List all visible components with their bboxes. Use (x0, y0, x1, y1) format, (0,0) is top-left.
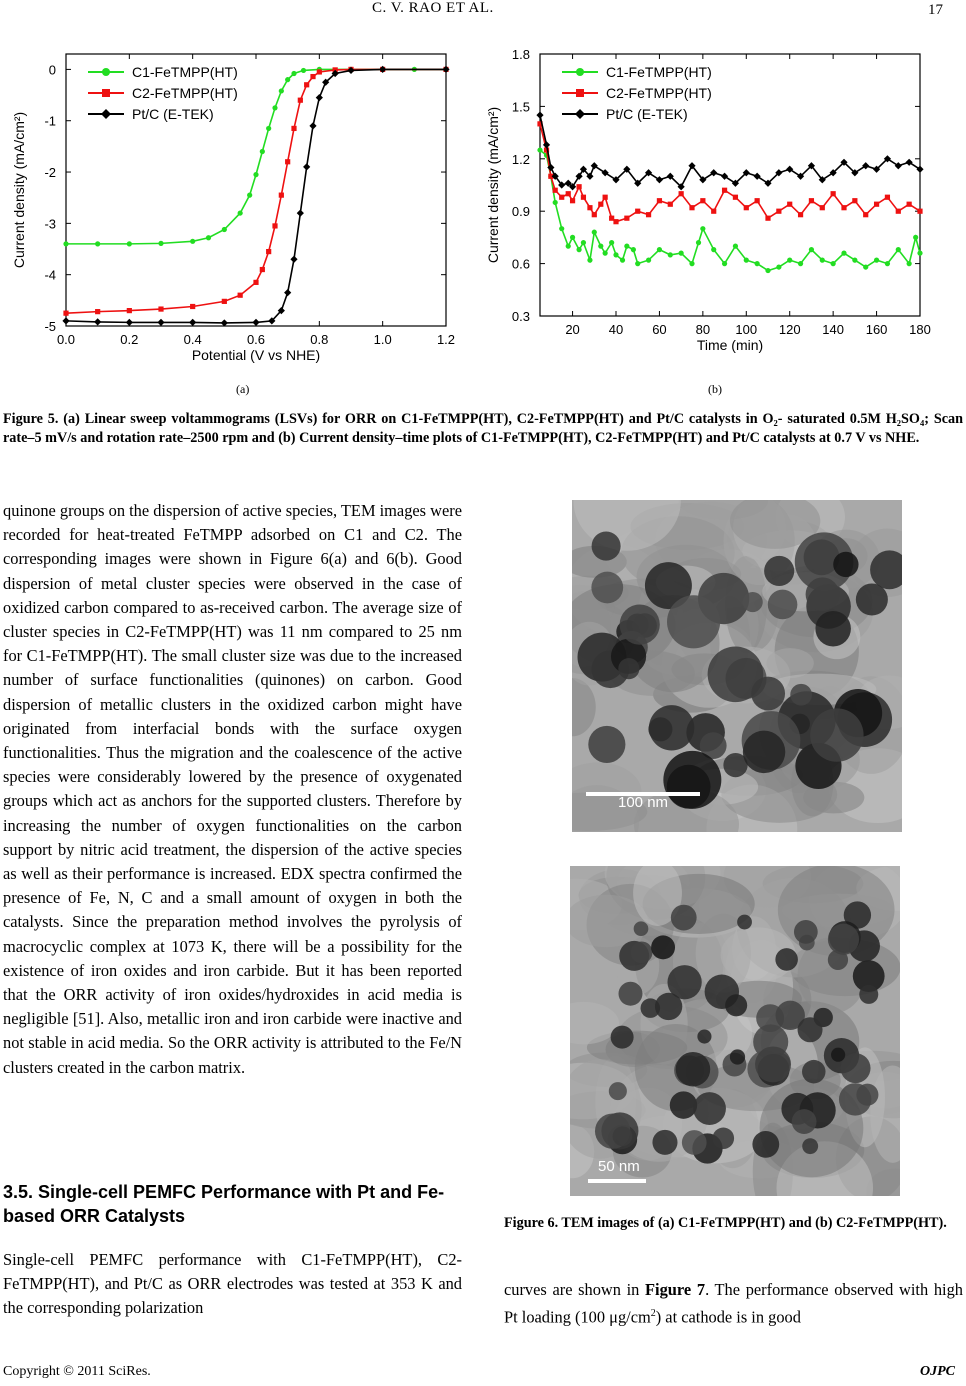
x-tick-label: 0.8 (310, 332, 329, 347)
data-point (765, 216, 770, 221)
y-tick-label: -5 (44, 319, 56, 334)
data-point (247, 193, 252, 198)
data-point (689, 261, 694, 266)
x-tick-label: 80 (695, 322, 711, 337)
metal-cluster (810, 708, 863, 761)
data-point (689, 205, 694, 210)
data-point (635, 209, 640, 214)
metal-cluster (833, 552, 858, 577)
x-tick-label: 160 (865, 322, 888, 337)
x-tick-label: 20 (565, 322, 580, 337)
data-point (820, 258, 825, 263)
figure-6-caption: Figure 6. TEM images of (a) C1-FeTMPP(HT) and (b) C2-FeTMPP(HT). (504, 1215, 947, 1231)
data-point (631, 247, 636, 252)
tem-image-a (572, 500, 902, 832)
metal-cluster (619, 982, 643, 1006)
data-point (272, 223, 277, 228)
data-point (536, 112, 543, 119)
metal-cluster (802, 1138, 818, 1154)
data-point (609, 240, 614, 245)
data-point (831, 191, 836, 196)
data-point (598, 244, 603, 249)
metal-cluster (634, 921, 649, 936)
data-point (576, 247, 581, 252)
data-point (570, 198, 575, 203)
data-point (798, 261, 803, 266)
tem-image-b (570, 866, 900, 1196)
data-point (613, 252, 618, 257)
data-point (787, 202, 792, 207)
data-point (127, 241, 132, 246)
data-point (566, 191, 571, 196)
metal-cluster (725, 994, 747, 1016)
metal-cluster (618, 658, 639, 679)
data-point (874, 202, 879, 207)
data-point (755, 261, 760, 266)
page-number: 17 (928, 2, 943, 18)
metal-cluster (620, 604, 660, 644)
data-point (896, 209, 901, 214)
data-point (744, 258, 749, 263)
data-point (285, 159, 290, 164)
data-point (733, 244, 738, 249)
y-tick-label: 1.5 (511, 99, 530, 115)
right-column-paragraph (504, 1278, 963, 1330)
data-point (885, 261, 890, 266)
data-point (576, 184, 581, 189)
metal-cluster (752, 1131, 779, 1158)
data-point (304, 82, 309, 87)
data-point (301, 68, 306, 73)
data-point (570, 235, 575, 240)
metal-cluster (743, 731, 785, 773)
data-point (841, 205, 846, 210)
data-point (603, 251, 608, 256)
y-tick-label: 1.8 (511, 47, 530, 62)
metal-cluster (592, 532, 621, 561)
x-tick-label: 1.2 (436, 332, 456, 347)
data-point (657, 247, 662, 252)
scale-bar-b (588, 1179, 646, 1183)
paragraph-tem: quinone groups on the dispersion of active species, TEM images were recorded for heat-treated FeTMPP adsorbed on C1 and C2. The corresponding images were shown in Figure 6(a) and 6(b). Good dispersion of metal cluster species were observed in the case of oxidized carbon compared to as-received carbon. The average size of cluster species in C2-FeTMPP(HT) was 11 nm compared to 25 nm for C1-FeTMPP(HT). The small cluster size was due to the increased number of surface functionalities (quinones) on carbon. Good dispersion of metallic clusters in the oxidized carbon might have originated from interfacial bonds with the surface oxygen functionalities. Thus the migration and the coalescence of the active species were considerably lowered by the presence of oxygenated groups which act as anchors for the supported clusters. Therefore by increasing the number of oxygen functionalities on the carbon support by nitric acid treatment, the dispersion of the active species as well as their performance is increased. EDX spectra confirmed the presence of Fe, N, C and a small amount of oxygen in both the catalysts. Since the preparation method involves the pyrolysis of macrocyclic complex at 1073 K, there will be a possibility for the existence of iron oxides and iron carbide. But it has been reported that the ORR activity of iron oxides/hydroxides in acid media is negligible [51]. Also, metallic iron and iron carbide were inactive and not stable in acid media. So the ORR activity is attributed to the Fe/N clusters created in the carbon matrix. (3, 501, 462, 1077)
lsv-chart-svg (0, 40, 470, 370)
metal-cluster (693, 1092, 726, 1125)
metal-cluster (764, 556, 794, 586)
data-point (190, 239, 195, 244)
data-point (94, 318, 101, 325)
series (536, 112, 923, 191)
data-point (657, 198, 662, 203)
data-point (206, 235, 211, 240)
data-point (252, 319, 259, 326)
metal-cluster (790, 684, 812, 706)
data-point (553, 200, 558, 205)
page-header (0, 0, 966, 22)
y-tick-label: -4 (44, 267, 56, 283)
data-point (63, 311, 68, 316)
data-point (624, 216, 629, 221)
data-point (755, 198, 760, 203)
text-run: curves are shown in (504, 1280, 646, 1299)
data-point (620, 258, 625, 263)
superscript: 2 (650, 1308, 656, 1320)
x-tick-label: 180 (909, 322, 931, 337)
data-point (559, 226, 564, 231)
data-point (575, 173, 582, 180)
data-point (581, 195, 586, 200)
x-tick-label: 100 (735, 322, 758, 337)
data-point (722, 188, 727, 193)
support-texture (766, 648, 813, 678)
data-point (776, 209, 781, 214)
data-point (62, 317, 69, 324)
data-point (285, 77, 290, 82)
data-point (284, 289, 291, 296)
metal-cluster (682, 1130, 707, 1155)
metal-cluster (856, 583, 888, 615)
data-point (158, 306, 163, 311)
scale-label-b: 50 nm (598, 1158, 640, 1175)
metal-cluster (652, 1130, 677, 1155)
series (63, 67, 448, 316)
data-point (222, 227, 227, 232)
data-point (711, 209, 716, 214)
legend-label: C1-FeTMPP(HT) (132, 64, 238, 80)
y-axis-label: Current density (mA/cm²) (11, 111, 27, 269)
data-point (303, 163, 310, 170)
y-tick-label: 0.3 (511, 309, 530, 324)
data-point (744, 205, 749, 210)
metal-cluster (755, 1046, 791, 1082)
data-point (831, 261, 836, 266)
legend-label: C2-FeTMPP(HT) (132, 85, 238, 101)
data-point (298, 98, 303, 103)
data-point (917, 209, 922, 214)
tem-micrograph-b (570, 866, 900, 1196)
metal-cluster (671, 905, 697, 931)
metal-cluster (839, 1083, 871, 1115)
data-point (809, 198, 814, 203)
data-point (127, 308, 132, 313)
metal-cluster (588, 726, 625, 763)
tem-micrograph-a (572, 500, 902, 832)
data-point (158, 241, 163, 246)
series-line (66, 69, 446, 243)
data-point (700, 226, 705, 231)
data-point (776, 264, 781, 269)
text-run: ) at cathode is in good (655, 1307, 801, 1327)
metal-cluster (792, 1109, 817, 1134)
metal-cluster (730, 1049, 745, 1064)
data-point (668, 252, 673, 257)
data-point (820, 205, 825, 210)
metal-cluster (663, 751, 721, 809)
data-point (646, 258, 651, 263)
data-point (863, 212, 868, 217)
metal-cluster (697, 1029, 711, 1043)
data-point (253, 280, 258, 285)
legend-label: C2-FeTMPP(HT) (606, 85, 712, 101)
data-point (624, 244, 629, 249)
paragraph-pemfc: Single-cell PEMFC performance with C1-FeTMPP(HT), C2-FeTMPP(HT), and Pt/C as ORR electrodes was tested at 353 K and the corresponding polarization (3, 1250, 462, 1318)
data-point (603, 195, 608, 200)
data-point (679, 191, 684, 196)
data-point (852, 258, 857, 263)
subfigure-label-a: (a) (236, 382, 250, 396)
data-point (566, 244, 571, 249)
x-tick-label: 120 (778, 322, 801, 337)
data-point (260, 267, 265, 272)
y-tick-label: -2 (44, 165, 56, 181)
data-point (592, 230, 597, 235)
y-tick-label: -3 (44, 216, 56, 232)
x-tick-label: 0.2 (120, 332, 139, 347)
metal-cluster (611, 1026, 634, 1049)
subfigure-label-b: (b) (708, 382, 722, 396)
x-tick-label: 1.0 (373, 332, 392, 347)
data-point (679, 251, 684, 256)
data-point (102, 89, 110, 97)
left-column (3, 499, 462, 1080)
data-point (896, 247, 901, 252)
figure-5b-chart (482, 40, 952, 370)
metal-cluster (649, 705, 694, 750)
data-point (537, 147, 542, 152)
footer-journal: OJPC (920, 1364, 955, 1379)
figure-5a-chart (0, 40, 470, 370)
data-point (885, 195, 890, 200)
data-point (913, 235, 918, 240)
chronoamperometry-chart-svg (482, 40, 952, 370)
data-point (279, 88, 284, 93)
series (62, 66, 449, 327)
x-axis-label: Time (min) (696, 337, 764, 353)
data-point (253, 172, 258, 177)
data-point (102, 68, 110, 76)
data-point (576, 68, 584, 76)
legend-label: C1-FeTMPP(HT) (606, 64, 712, 80)
x-tick-label: 0.0 (56, 332, 76, 347)
y-tick-label: 1.2 (511, 151, 530, 167)
data-point (700, 198, 705, 203)
scale-label-a: 100 nm (618, 794, 669, 811)
data-point (696, 240, 701, 245)
legend-label: Pt/C (E-TEK) (606, 106, 688, 122)
series-line (540, 115, 920, 187)
data-point (852, 198, 857, 203)
data-point (581, 240, 586, 245)
data-point (190, 304, 195, 309)
metal-cluster (841, 1053, 871, 1083)
data-point (291, 71, 296, 76)
data-point (266, 126, 271, 131)
y-tick-label: 0.6 (511, 256, 530, 272)
x-axis-label: Potential (V vs NHE) (191, 347, 321, 363)
x-tick-label: 140 (822, 322, 844, 337)
series (537, 121, 922, 224)
running-author: C. V. RAO ET AL. (372, 0, 494, 16)
metal-cluster (775, 948, 798, 971)
metal-cluster (828, 924, 859, 955)
data-point (587, 205, 592, 210)
series-line (66, 69, 446, 313)
data-point (575, 109, 585, 119)
metal-cluster (794, 920, 818, 944)
metal-cluster (613, 1126, 633, 1146)
data-point (798, 212, 803, 217)
metal-cluster (655, 993, 682, 1020)
x-tick-label: 0.6 (246, 332, 266, 347)
data-point (711, 247, 716, 252)
metal-cluster (806, 577, 840, 611)
data-point (635, 261, 640, 266)
data-point (668, 202, 673, 207)
metal-cluster (651, 935, 675, 959)
y-tick-label: 0 (48, 62, 56, 78)
metal-cluster (609, 1082, 627, 1100)
data-point (553, 188, 558, 193)
data-point (222, 299, 227, 304)
data-point (722, 261, 727, 266)
data-point (598, 202, 603, 207)
data-point (126, 319, 133, 326)
section-heading: 3.5. Single-cell PEMFC Performance with Pt and Fe-based ORR Catalysts (3, 1182, 445, 1226)
plot-frame (66, 54, 446, 326)
data-point (297, 209, 304, 216)
metal-cluster (831, 1048, 845, 1062)
metal-cluster (591, 572, 623, 604)
metal-cluster (815, 611, 851, 647)
data-point (613, 219, 618, 224)
data-point (157, 319, 164, 326)
data-point (266, 249, 271, 254)
metal-cluster (743, 592, 763, 612)
x-tick-label: 60 (652, 322, 667, 337)
legend-label: Pt/C (E-TEK) (132, 106, 214, 122)
data-point (95, 241, 100, 246)
data-point (863, 264, 868, 269)
metal-cluster (798, 1017, 823, 1042)
data-point (841, 251, 846, 256)
metal-cluster (676, 1052, 710, 1086)
metal-cluster (713, 1127, 735, 1149)
data-point (310, 74, 315, 79)
y-tick-label: -1 (44, 113, 56, 129)
x-tick-label: 40 (608, 322, 624, 337)
data-point (592, 212, 597, 217)
data-point (587, 258, 592, 263)
metal-cluster (751, 677, 785, 711)
x-tick-label: 0.4 (183, 332, 202, 347)
data-point (874, 258, 879, 263)
figure-7-ref[interactable]: Figure 7 (645, 1280, 706, 1299)
figure-5-caption: Figure 5. (a) Linear sweep voltammograms (LSVs) for ORR on C1-FeTMPP(HT), C2-FeTMPP(HT) and Pt/C catalysts in O₂- saturated 0.5M H₂SO₄; Scan rate–5 mV/s and rotation rate–2500 rpm and (b) Current density–time plots of C1-FeTMPP(HT), C2-FeTMPP(HT) and Pt/C catalysts at 0.7 V vs NHE. (3, 411, 963, 446)
metal-cluster (670, 1091, 697, 1118)
metal-cluster (631, 941, 653, 963)
metal-cluster (737, 915, 752, 930)
data-point (317, 69, 322, 74)
y-axis-label: Current density (mA/cm²) (485, 106, 501, 264)
data-point (576, 89, 584, 97)
data-point (63, 241, 68, 246)
data-point (309, 122, 316, 129)
metal-cluster (859, 985, 878, 1004)
data-point (907, 202, 912, 207)
data-point (291, 126, 296, 131)
data-point (917, 251, 922, 256)
data-point (316, 94, 323, 101)
data-point (765, 268, 770, 273)
data-point (272, 105, 277, 110)
metal-cluster (768, 590, 798, 620)
data-point (787, 258, 792, 263)
data-point (238, 293, 243, 298)
data-point (189, 319, 196, 326)
metal-cluster (667, 595, 720, 648)
data-point (260, 149, 265, 154)
data-point (95, 309, 100, 314)
data-point (646, 212, 651, 217)
data-point (290, 256, 297, 263)
data-point (907, 261, 912, 266)
series-line (540, 124, 920, 222)
y-tick-label: 0.9 (511, 204, 530, 220)
text-run: . The performance observed with high Pt loading (100 μg/cm (504, 1280, 963, 1327)
data-point (733, 195, 738, 200)
data-point (559, 195, 564, 200)
metal-cluster (802, 1060, 826, 1084)
data-point (809, 247, 814, 252)
footer-copyright: Copyright © 2011 SciRes. (3, 1364, 151, 1379)
data-point (238, 210, 243, 215)
data-point (101, 109, 111, 119)
data-point (279, 193, 284, 198)
